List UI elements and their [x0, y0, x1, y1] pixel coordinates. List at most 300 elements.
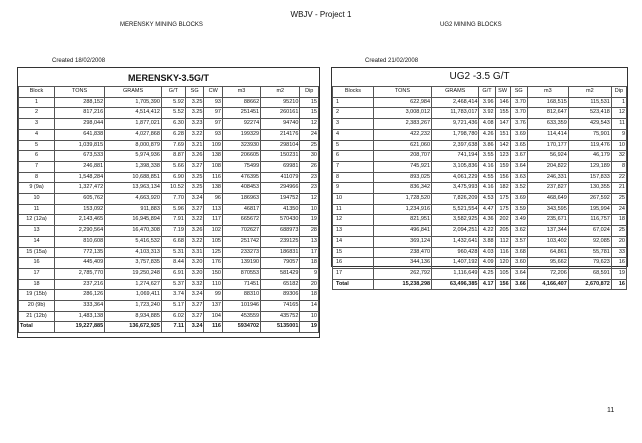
- table-cell: 1,705,390: [105, 97, 162, 108]
- page-number: 11: [607, 407, 615, 414]
- document-title: WBJV - Project 1: [290, 10, 352, 19]
- table-cell: 1,548,284: [55, 172, 105, 183]
- table-cell: 3.70: [510, 108, 527, 119]
- table-cell: 186963: [222, 194, 260, 205]
- table-cell: 9: [300, 268, 319, 279]
- table-cell: 153,092: [55, 204, 105, 215]
- table-cell: 15,238,298: [373, 279, 431, 290]
- table-cell: 3.32: [185, 279, 204, 290]
- table-cell: 3.63: [510, 172, 527, 183]
- column-header: Block: [19, 87, 55, 98]
- table-cell: 3.26: [185, 226, 204, 237]
- table-cell: 702627: [222, 226, 260, 237]
- table-cell: 3,757,835: [105, 258, 162, 269]
- table-cell: 15: [333, 247, 374, 258]
- table-row: [19, 311, 319, 322]
- table-cell: 130,355: [568, 183, 611, 194]
- table-cell: 23: [300, 172, 319, 183]
- table-cell: 17: [333, 268, 374, 279]
- table-cell: 19,250,248: [105, 268, 162, 279]
- table-cell: 16: [333, 258, 374, 269]
- table-cell: 17: [19, 268, 55, 279]
- column-header: TONS: [55, 87, 105, 98]
- table-cell: 286,126: [55, 290, 105, 301]
- table-cell: 56,924: [527, 151, 568, 162]
- table-row: [333, 172, 627, 183]
- table-cell: 4,027,868: [105, 129, 162, 140]
- table-cell: 621,060: [373, 140, 431, 151]
- table-cell: 3.59: [510, 204, 527, 215]
- table-cell: 2,785,770: [55, 268, 105, 279]
- table-cell: 476395: [222, 172, 260, 183]
- table-cell: 3.25: [185, 97, 204, 108]
- table-cell: 5.66: [161, 161, 185, 172]
- table-cell: 1,274,627: [105, 279, 162, 290]
- table-cell: 239125: [261, 236, 300, 247]
- table-cell: 6.30: [161, 119, 185, 130]
- table-cell: 194752: [261, 194, 300, 205]
- table-row: [19, 290, 319, 301]
- table-cell: 4,061,229: [432, 172, 479, 183]
- table-cell: 5.52: [161, 108, 185, 119]
- table-cell: 23: [300, 183, 319, 194]
- column-header: m2: [261, 87, 300, 98]
- table-cell: 16: [611, 279, 626, 290]
- column-header: SG: [510, 87, 527, 98]
- table-row: [19, 215, 319, 226]
- table-cell: 102: [204, 226, 223, 237]
- table-cell: 92274: [222, 119, 260, 130]
- table-cell: 151: [495, 129, 510, 140]
- column-header: Dip: [611, 87, 626, 98]
- table-cell: 3.66: [510, 279, 527, 290]
- table-cell: 7.70: [161, 194, 185, 205]
- table-cell: 10: [611, 140, 626, 151]
- column-header: m3: [222, 87, 260, 98]
- table-cell: 18: [19, 279, 55, 290]
- table-cell: 5934702: [222, 322, 260, 333]
- table-cell: 3,582,925: [432, 215, 479, 226]
- table-cell: 12: [300, 119, 319, 130]
- table-cell: 116,757: [568, 215, 611, 226]
- table-cell: 3.70: [510, 97, 527, 108]
- table-cell: 745,921: [373, 161, 431, 172]
- table-cell: 8: [333, 172, 374, 183]
- table-cell: 214176: [261, 129, 300, 140]
- table-cell: 136,672,925: [105, 322, 162, 333]
- table-cell: 408453: [222, 183, 260, 194]
- table-cell: 251451: [222, 108, 260, 119]
- table-cell: 33: [611, 247, 626, 258]
- table-cell: 333,364: [55, 301, 105, 312]
- table-cell: 10: [300, 311, 319, 322]
- table-cell: 175: [495, 194, 510, 205]
- table-cell: 605,762: [55, 194, 105, 205]
- table-cell: 21: [611, 183, 626, 194]
- table-cell: 155: [495, 108, 510, 119]
- total-row: [333, 279, 627, 290]
- table-cell: 119,476: [568, 140, 611, 151]
- table-cell: 8: [19, 172, 55, 183]
- table-cell: 175: [495, 204, 510, 215]
- table-cell: 1,432,641: [432, 236, 479, 247]
- table-cell: 75499: [222, 161, 260, 172]
- table-cell: 3.62: [510, 226, 527, 237]
- table-cell: 2,143,465: [55, 215, 105, 226]
- table-cell: 2,290,564: [55, 226, 105, 237]
- column-header: Dip: [300, 87, 319, 98]
- table-cell: 150: [204, 268, 223, 279]
- table-row: [333, 140, 627, 151]
- table-cell: 8,000,879: [105, 140, 162, 151]
- table-cell: 810,608: [55, 236, 105, 247]
- table-cell: 3.65: [510, 140, 527, 151]
- table-cell: 168,515: [527, 97, 568, 108]
- table-cell: 11: [611, 119, 626, 130]
- table-row: [19, 301, 319, 312]
- table-cell: 205: [495, 226, 510, 237]
- table-row: [333, 204, 627, 215]
- table-cell: 25: [300, 140, 319, 151]
- table-cell: 4.16: [479, 161, 495, 172]
- table-cell: 3,105,836: [432, 161, 479, 172]
- table-cell: 812,647: [527, 108, 568, 119]
- table-cell: 1,877,021: [105, 119, 162, 130]
- table-row: [19, 279, 319, 290]
- table-cell: 1,407,192: [432, 258, 479, 269]
- table-cell: 206605: [222, 151, 260, 162]
- table-cell: 7,826,209: [432, 194, 479, 205]
- table-cell: 138: [204, 183, 223, 194]
- table-cell: 3.64: [510, 268, 527, 279]
- table-cell: 79057: [261, 258, 300, 269]
- table-cell: 125: [204, 247, 223, 258]
- table-cell: 88310: [222, 290, 260, 301]
- table-cell: 262,792: [373, 268, 431, 279]
- table-cell: 821,951: [373, 215, 431, 226]
- table-row: [333, 108, 627, 119]
- ug2-table: [332, 86, 627, 290]
- table-cell: 1,798,780: [432, 129, 479, 140]
- table-cell: 123: [495, 151, 510, 162]
- table-cell: 3.86: [479, 140, 495, 151]
- table-cell: 208,707: [373, 151, 431, 162]
- table-cell: 19: [611, 268, 626, 279]
- table-row: [333, 194, 627, 205]
- table-cell: 1,728,520: [373, 194, 431, 205]
- table-cell: 97: [204, 119, 223, 130]
- table-cell: 5,416,532: [105, 236, 162, 247]
- table-cell: 4.08: [479, 119, 495, 130]
- table-cell: 3.25: [185, 172, 204, 183]
- table-row: [19, 226, 319, 237]
- table-cell: 3.74: [161, 290, 185, 301]
- table-cell: 4.16: [479, 183, 495, 194]
- table-cell: 19,227,885: [55, 322, 105, 333]
- table-cell: 3.25: [185, 108, 204, 119]
- table-cell: 288,152: [55, 97, 105, 108]
- table-cell: 8.44: [161, 258, 185, 269]
- table-cell: 109: [204, 140, 223, 151]
- table-row: [19, 97, 319, 108]
- table-cell: 5: [19, 140, 55, 151]
- table-cell: 4.36: [479, 215, 495, 226]
- table-cell: 6.91: [161, 268, 185, 279]
- table-row: [19, 151, 319, 162]
- table-cell: 4,166,407: [527, 279, 568, 290]
- column-header: SG: [185, 87, 204, 98]
- table-cell: 116: [204, 322, 223, 333]
- table-cell: 14: [333, 236, 374, 247]
- table-cell: 3.24: [185, 194, 204, 205]
- table-cell: Total: [19, 322, 55, 333]
- table-cell: 12: [300, 194, 319, 205]
- table-cell: 32: [611, 151, 626, 162]
- table-row: [19, 183, 319, 194]
- table-cell: 105: [204, 236, 223, 247]
- table-cell: 15 (15a): [19, 247, 55, 258]
- table-row: [19, 268, 319, 279]
- table-cell: 3.92: [479, 108, 495, 119]
- table-cell: 5.92: [161, 97, 185, 108]
- table-cell: 150231: [261, 151, 300, 162]
- table-row: [333, 268, 627, 279]
- table-row: [333, 97, 627, 108]
- table-cell: 7: [19, 161, 55, 172]
- table-cell: 294966: [261, 183, 300, 194]
- table-cell: 238,470: [373, 247, 431, 258]
- table-cell: 1,116,649: [432, 268, 479, 279]
- table-cell: 11,783,017: [432, 108, 479, 119]
- table-cell: 20: [300, 279, 319, 290]
- table-cell: 4.09: [479, 258, 495, 269]
- table-cell: 3.26: [185, 151, 204, 162]
- ug2-table-title: UG2 -3.5 G/T: [449, 71, 510, 82]
- table-cell: 1,483,138: [55, 311, 105, 322]
- table-cell: 5.96: [161, 204, 185, 215]
- table-cell: 4.03: [479, 247, 495, 258]
- ug2-heading: UG2 MINING BLOCKS: [440, 22, 502, 28]
- table-cell: 96: [204, 194, 223, 205]
- table-cell: 3: [333, 119, 374, 130]
- table-cell: 95210: [261, 97, 300, 108]
- table-cell: 8.87: [161, 151, 185, 162]
- table-row: [333, 129, 627, 140]
- table-cell: 4,514,412: [105, 108, 162, 119]
- table-row: [19, 119, 319, 130]
- table-cell: 246,331: [527, 172, 568, 183]
- table-cell: 251742: [222, 236, 260, 247]
- table-cell: 3.27: [185, 161, 204, 172]
- table-cell: 5.31: [161, 247, 185, 258]
- table-cell: 5.17: [161, 301, 185, 312]
- table-cell: 16: [19, 258, 55, 269]
- table-cell: 298,044: [55, 119, 105, 130]
- table-cell: 25: [611, 194, 626, 205]
- table-cell: 237,216: [55, 279, 105, 290]
- table-cell: 323930: [222, 140, 260, 151]
- table-cell: 344,136: [373, 258, 431, 269]
- table-cell: 3.88: [479, 236, 495, 247]
- table-cell: 6.02: [161, 311, 185, 322]
- table-cell: 115,531: [568, 97, 611, 108]
- table-cell: 7: [333, 161, 374, 172]
- table-cell: 10: [19, 194, 55, 205]
- table-cell: 453559: [222, 311, 260, 322]
- table-cell: 1: [333, 97, 374, 108]
- table-cell: 3.25: [185, 183, 204, 194]
- table-row: [333, 183, 627, 194]
- table-cell: 26: [300, 161, 319, 172]
- table-row: [333, 258, 627, 269]
- table-row: [19, 204, 319, 215]
- table-cell: 16,470,308: [105, 226, 162, 237]
- table-cell: 147: [495, 119, 510, 130]
- merensky-created-date: Created 18/02/2008: [52, 58, 106, 64]
- table-cell: 71451: [222, 279, 260, 290]
- table-cell: 4.17: [479, 279, 495, 290]
- table-cell: 9,721,436: [432, 119, 479, 130]
- table-cell: 4: [19, 129, 55, 140]
- table-cell: 88662: [222, 97, 260, 108]
- table-cell: 146: [495, 97, 510, 108]
- table-cell: 89306: [261, 290, 300, 301]
- table-cell: 25: [611, 226, 626, 237]
- table-cell: 79,623: [568, 258, 611, 269]
- table-cell: 688973: [261, 226, 300, 237]
- table-cell: 28: [300, 226, 319, 237]
- table-cell: 6.90: [161, 172, 185, 183]
- table-cell: 298104: [261, 140, 300, 151]
- table-cell: 11: [19, 204, 55, 215]
- table-cell: 16,945,894: [105, 215, 162, 226]
- table-row: [333, 247, 627, 258]
- column-header: m3: [527, 87, 568, 98]
- table-cell: 343,595: [527, 204, 568, 215]
- table-cell: 3.20: [185, 268, 204, 279]
- table-cell: 116: [204, 172, 223, 183]
- table-cell: 129,189: [568, 161, 611, 172]
- table-cell: 16: [611, 258, 626, 269]
- table-cell: 3.64: [510, 161, 527, 172]
- table-cell: 99: [204, 290, 223, 301]
- table-cell: 3.22: [185, 236, 204, 247]
- table-cell: 103,402: [527, 236, 568, 247]
- table-cell: 6.28: [161, 129, 185, 140]
- table-cell: 3.22: [185, 215, 204, 226]
- table-cell: 101946: [222, 301, 260, 312]
- table-cell: 246,881: [55, 161, 105, 172]
- table-cell: 13: [333, 226, 374, 237]
- table-cell: 5,974,936: [105, 151, 162, 162]
- table-cell: 20: [611, 236, 626, 247]
- table-cell: 13: [19, 226, 55, 237]
- table-cell: 12: [333, 215, 374, 226]
- table-cell: 92,085: [568, 236, 611, 247]
- table-cell: 137,344: [527, 226, 568, 237]
- table-cell: 202: [495, 215, 510, 226]
- table-cell: 63,496,385: [432, 279, 479, 290]
- table-cell: 1: [611, 97, 626, 108]
- table-cell: 6: [333, 151, 374, 162]
- table-cell: 182: [495, 183, 510, 194]
- table-cell: 411079: [261, 172, 300, 183]
- table-cell: 20 (9b): [19, 301, 55, 312]
- table-cell: 4.47: [479, 204, 495, 215]
- table-cell: 468,649: [527, 194, 568, 205]
- table-cell: 3.27: [185, 204, 204, 215]
- table-cell: 93: [204, 97, 223, 108]
- table-cell: 105: [495, 268, 510, 279]
- table-cell: 4,663,920: [105, 194, 162, 205]
- table-cell: 6: [19, 151, 55, 162]
- table-cell: 46817: [222, 204, 260, 215]
- table-cell: 65182: [261, 279, 300, 290]
- table-cell: 138: [204, 151, 223, 162]
- table-row: [19, 194, 319, 205]
- table-cell: 94740: [261, 119, 300, 130]
- table-row: [333, 119, 627, 130]
- table-cell: 55,781: [568, 247, 611, 258]
- table-cell: 10.52: [161, 183, 185, 194]
- table-cell: 2,468,414: [432, 97, 479, 108]
- table-cell: 104: [204, 311, 223, 322]
- table-cell: 633,359: [527, 119, 568, 130]
- column-header: CW: [204, 87, 223, 98]
- table-cell: 445,409: [55, 258, 105, 269]
- table-cell: 2: [19, 108, 55, 119]
- table-cell: 156: [495, 172, 510, 183]
- table-cell: 46,179: [568, 151, 611, 162]
- table-cell: 5,521,554: [432, 204, 479, 215]
- table-cell: 159: [495, 161, 510, 172]
- column-header: G/T: [161, 87, 185, 98]
- table-cell: 435752: [261, 311, 300, 322]
- column-header: GRAMS: [105, 87, 162, 98]
- table-cell: 1,234,916: [373, 204, 431, 215]
- table-cell: 157,833: [568, 172, 611, 183]
- table-cell: 9: [611, 129, 626, 140]
- table-row: [333, 226, 627, 237]
- table-cell: 24: [611, 204, 626, 215]
- table-cell: 3.55: [479, 151, 495, 162]
- table-cell: 12: [611, 108, 626, 119]
- table-cell: 429,543: [568, 119, 611, 130]
- table-cell: 30: [300, 151, 319, 162]
- table-cell: 19: [300, 215, 319, 226]
- table-cell: 186831: [261, 247, 300, 258]
- table-cell: 13,963,134: [105, 183, 162, 194]
- table-cell: 741,194: [432, 151, 479, 162]
- ug2-table-panel: [331, 67, 628, 287]
- table-cell: 170,177: [527, 140, 568, 151]
- table-cell: 496,841: [373, 226, 431, 237]
- table-cell: 836,342: [373, 183, 431, 194]
- table-cell: 7.91: [161, 215, 185, 226]
- table-cell: 97: [204, 108, 223, 119]
- table-cell: 142: [495, 140, 510, 151]
- column-header: m2: [568, 87, 611, 98]
- table-cell: 64,861: [527, 247, 568, 258]
- table-cell: 1,723,240: [105, 301, 162, 312]
- table-cell: 622,984: [373, 97, 431, 108]
- table-cell: 2,094,251: [432, 226, 479, 237]
- table-cell: 870553: [222, 268, 260, 279]
- table-cell: 15: [300, 108, 319, 119]
- table-cell: 3.24: [185, 290, 204, 301]
- table-cell: 3.23: [185, 119, 204, 130]
- table-cell: 7.69: [161, 140, 185, 151]
